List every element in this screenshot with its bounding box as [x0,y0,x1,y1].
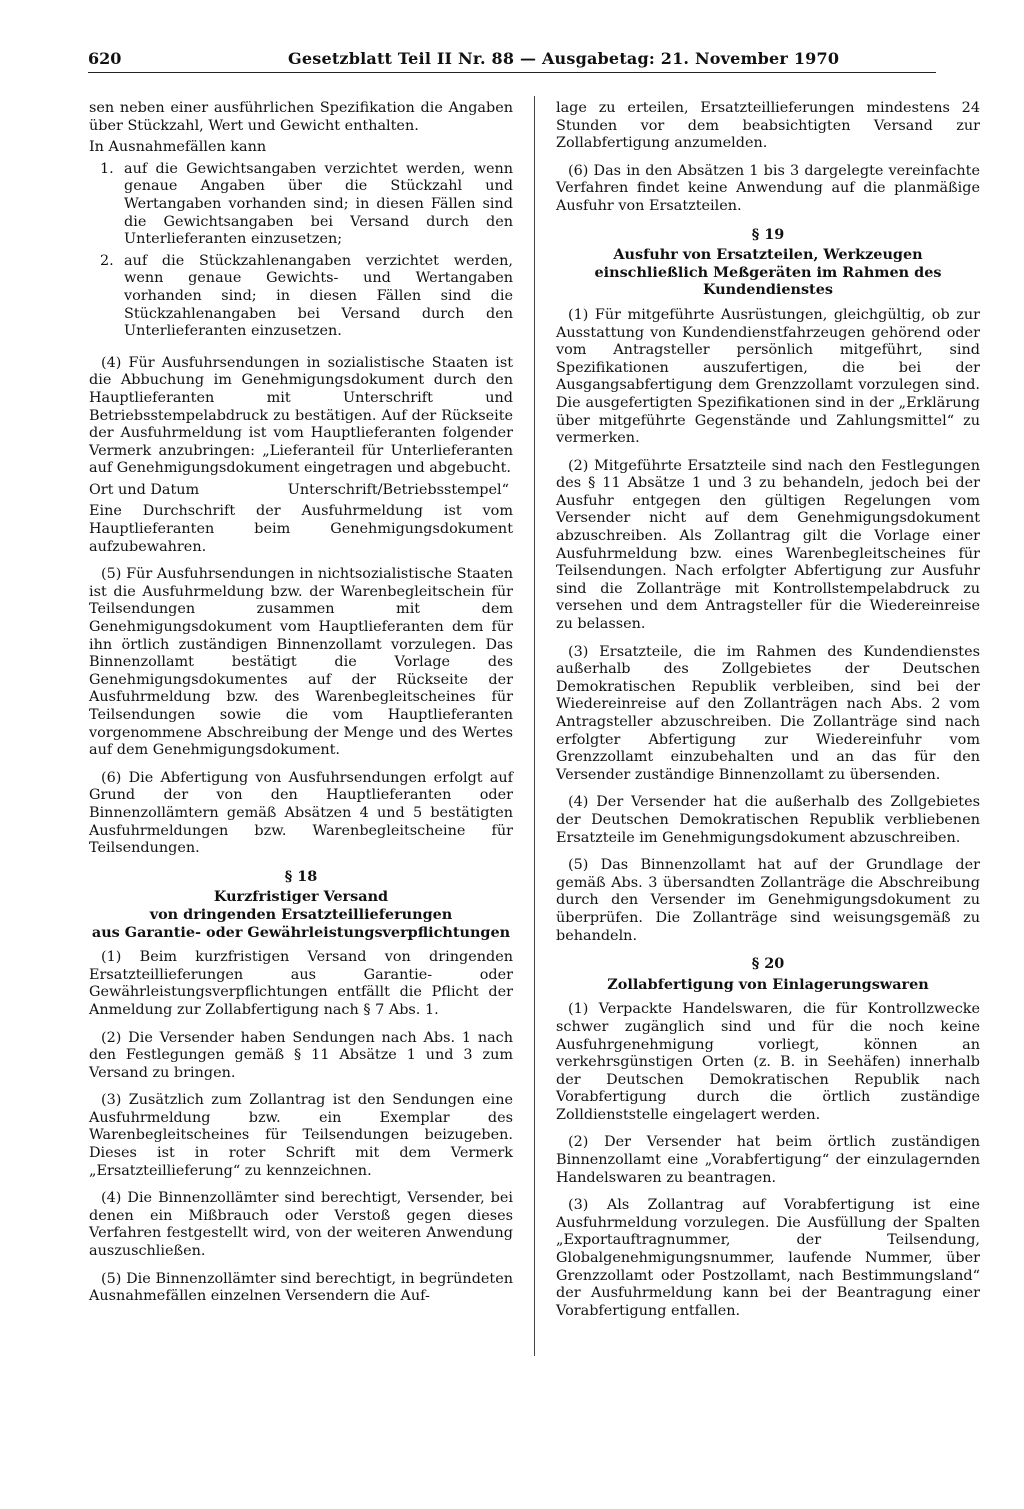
page-number: 620 [88,49,122,68]
header-rule [88,72,936,73]
section-number: § 20 [751,955,785,973]
journal-title: Gesetzblatt Teil II Nr. 88 — Ausgabetag: 21. November 1970 [288,49,840,68]
section-20-heading [556,955,980,993]
column-divider [534,96,535,1356]
paragraph-19-1: (1) Für mitgeführte Ausrüstungen, gleichgültig, ob zur Ausstattung von Kundendienstfahrzeugen gehörend oder vom Antragsteller persönlich mitgeführt, sind Spezifikationen auszufertigen, die bei der Ausgangsabfertigung dem Grenzzollamt vorzulegen sind. Die ausgefertigten Spezifikationen sind in der „Erklärung über mitgeführte Gegenstände und Zahlungsmittel“ zu vermerken. [556,306,980,447]
list-text: auf die Gewichtsangaben verzichtet werden, wenn genaue Angaben über die Stückzahl und Wertangaben vorhanden sind; in diesen Fällen sind die Gewichtsangaben bei Versand durch den Unterlieferanten einzusetzen; [124,160,513,248]
section-title-line: einschließlich Meßgeräten im Rahmen des Kundendienstes [594,263,942,299]
paragraph-6: (6) Die Abfertigung von Ausfuhrsendungen erfolgt auf Grund der von den Hauptlieferanten oder Binnenzollämtern gemäß Absätzen 4 und 5 bestätigten Ausfuhrmeldungen bzw. Warenbegleitscheine für Teilsendungen. [89,769,513,857]
paragraph-18-1: (1) Beim kurzfristigen Versand von dringenden Ersatzteillieferungen aus Garantie- oder Gewährleistungsverpflichtungen entfällt die Pflicht der Anmeldung zur Zollabfertigung nach § 7 Abs. 1. [89,949,513,1018]
paragraph-18-5: (5) Die Binnenzollämter sind berechtigt, in begründeten Ausnahmefällen einzelnen Versendern die Auf- [89,1270,513,1305]
paragraph-copy: Eine Durchschrift der Ausfuhrmeldung ist vom Hauptlieferanten beim Genehmigungsdokument aufzubewahren. [89,503,513,555]
section-19-heading [556,226,980,299]
paragraph-18-3: (3) Zusätzlich zum Zollantrag ist den Sendungen eine Ausfuhrmeldung bzw. ein Exemplar des Warenbegleitscheines für Teilsendungen beizugeben. Dieses ist in roter Schrift mit dem Vermerk „Ersatzteillieferung“ zu kennzeichnen. [89,1092,513,1179]
list-text: auf die Stückzahlenangaben verzichtet werden, wenn genaue Gewichts- und Wertangaben vorhanden sind; in diesen Fällen sind die Stückzahlenangaben bei Versand durch den Unterlieferanten einzusetzen. [124,252,513,340]
paragraph-18-6: (6) Das in den Absätzen 1 bis 3 dargelegte vereinfachte Verfahren findet keine Anwendung auf die planmäßige Ausfuhr von Ersatzteilen. [556,162,980,214]
paragraph-exceptions-intro: In Ausnahmefällen kann [89,139,267,156]
list-number: 2. [100,252,114,269]
paragraph-18-4: (4) Die Binnenzollämter sind berechtigt, Versender, bei denen ein Mißbrauch oder Verstoß gegen dieses Verfahren festgestellt wird, von der weiteren Anwendung auszuschließen. [89,1190,513,1260]
section-title-line: aus Garantie- oder Gewährleistungsverpflichtungen [91,923,511,941]
section-title-line: von dringenden Ersatzteillieferungen [149,905,453,923]
section-title-line: Kurzfristiger Versand [213,888,389,906]
paragraph-4: (4) Für Ausfuhrsendungen in sozialistische Staaten ist die Abbuchung im Genehmigungsdokument durch den Hauptlieferanten mit Unterschrift und Betriebsstempelabdruck zu bestätigen. Auf der Rückseite der Ausfuhrmeldung ist vom Hauptlieferanten folgender Vermerk anzubringen: „Lieferanteil für Unterlieferanten auf Genehmigungsdokument eingetragen und abgebucht. [89,354,513,477]
paragraph-20-2: (2) Der Versender hat beim örtlich zuständigen Binnenzollamt eine „Vorabfertigung“ der einzulagernden Handelswaren zu beantragen. [556,1134,980,1186]
list-item [89,253,513,341]
paragraph-continuation: sen neben einer ausführlichen Spezifikation die Angaben über Stückzahl, Wert und Gewicht enthalten. [89,100,513,134]
list-number: 1. [100,160,114,177]
paragraph-5: (5) Für Ausfuhrsendungen in nichtsozialistische Staaten ist die Ausfuhrmeldung bzw. der Warenbegleitschein für Teilsendungen zusammen mit dem Genehmigungsdokument vom Hauptlieferanten dem für ihn örtlich zuständigen Binnenzollamt vorzulegen. Das Binnenzollamt bestätigt die Vorlage des Genehmigungsdokumentes auf der Rückseite der Ausfuhrmeldung bzw. des Warenbegleitscheines für Teilsendungen sowie die vom Hauptlieferanten vorgenommene Abschreibung der Menge und des Wertes auf dem Genehmigungsdokument. [89,566,513,759]
paragraph-continuation: lage zu erteilen, Ersatzteillieferungen mindestens 24 Stunden vor dem beabsichtigten Versand zur Zollabfertigung anzumelden. [556,100,980,152]
section-number: § 18 [284,867,318,885]
list-item [89,161,513,249]
paragraph-20-1: (1) Verpackte Handelswaren, die für Kontrollzwecke schwer zugänglich sind und für die noch keine Ausfuhrgenehmigung vorliegt, können an verkehrsgünstigen Orten (z. B. in Seehäfen) innerhalb der Deutschen Demokratischen Republik nach Vorabfertigung durch die örtlich zuständige Zolldienststelle eingelagert werden. [556,1001,980,1123]
paragraph-19-4: (4) Der Versender hat die außerhalb des Zollgebietes der Deutschen Demokratischen Republik verbliebenen Ersatzteile im Genehmigungsdokument abzuschreiben. [556,794,980,846]
section-number: § 19 [751,225,785,243]
signature-line [89,482,513,500]
paragraph-19-5: (5) Das Binnenzollamt hat auf der Grundlage der gemäß Abs. 3 übersandten Zollanträge die Abschreibung durch den Versender im Genehmigungsdokument zu überprüfen. Die Zollanträge sind weisungsgemäß zu behandeln. [556,857,980,944]
paragraph-18-2: (2) Die Versender haben Sendungen nach Abs. 1 nach den Festlegungen gemäß § 11 Absätze 1 und 3 zum Versand zu bringen. [89,1029,513,1081]
paragraph-19-3: (3) Ersatzteile, die im Rahmen des Kundendienstes außerhalb des Zollgebietes der Deutschen Demokratischen Republik verbleiben, sind bei der Wiedereinreise auf den Zollanträgen nach Abs. 2 vom Antragsteller abzuschreiben. Die Zollanträge sind nach erfolgter Abfertigung zur Wiedereinfuhr vom Grenzzollamt einzubehalten und an das für den Versender zuständige Binnenzollamt zu übersenden. [556,643,980,783]
left-column [89,100,513,1316]
paragraph-19-2: (2) Mitgeführte Ersatzteile sind nach den Festlegungen des § 11 Absätze 1 und 3 zu behandeln, jedoch bei der Ausfuhr entgegen den gültigen Regelungen vom Versender nicht auf dem Genehmigungsdokument abzuschreiben. Als Zollantrag gilt die Vorlage einer Ausfuhrmeldung bzw. eines Warenbegleitscheines für Teilsendungen. Nach erfolgter Abfertigung zur Ausfuhr sind die Zollanträge mit Kontrollstempelabdruck zu versehen und dem Antragsteller für die Wiedereinreise zu belassen. [556,457,980,633]
paragraph-20-3: (3) Als Zollantrag auf Vorabfertigung ist eine Ausfuhrmeldung vorzulegen. Die Ausfüllung der Spalten „Exportauftragnummer, der Teilsendung, Globalgenehmigungsnummer, laufende Nummer, über Grenzzollamt oder Postzollamt, nach Bestimmungsland“ der Ausfuhrmeldung kann bei der Beantragung einer Vorabfertigung entfallen. [556,1197,980,1319]
section-title-line: Zollabfertigung von Einlagerungswaren [607,975,929,993]
section-title-line: Ausfuhr von Ersatzteilen, Werkzeugen [613,246,923,264]
section-18-heading [89,868,513,941]
signature-place-date: Ort und Datum [89,481,200,498]
right-column [556,100,980,1330]
signature-stamp: Unterschrift/Betriebsstempel“ [287,481,509,498]
page-header [88,46,936,74]
